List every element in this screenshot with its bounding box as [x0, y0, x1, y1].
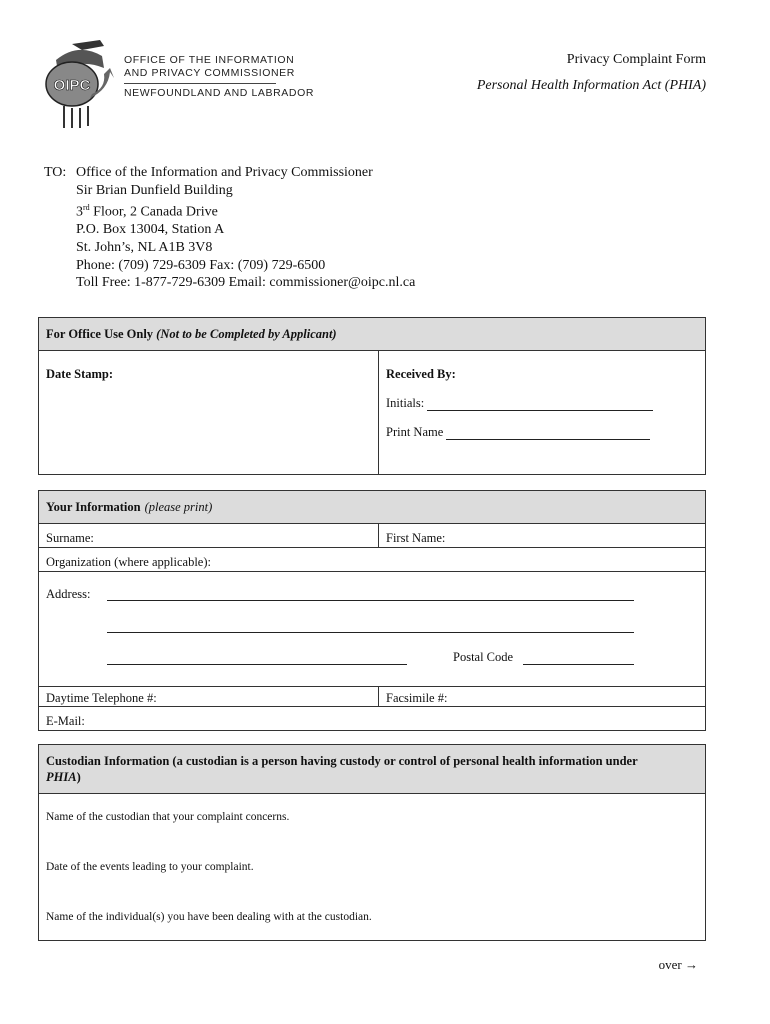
org-line-1: OFFICE OF THE INFORMATION: [124, 54, 295, 66]
surname-field[interactable]: Surname:: [39, 524, 379, 547]
individuals-dealt-with-field[interactable]: Name of the individual(s) you have been dealing with at the custodian.: [46, 911, 372, 923]
your-information-section: [38, 490, 706, 731]
address-line-7: Toll Free: 1-877-729-6309 Email: commissioner@oipc.nl.ca: [76, 275, 416, 291]
events-date-field[interactable]: Date of the events leading to your complaint.: [46, 861, 254, 873]
form-title: Privacy Complaint Form: [566, 52, 706, 67]
initials-field[interactable]: Initials:: [386, 396, 653, 411]
custodian-name-field[interactable]: Name of the custodian that your complaint concerns.: [46, 811, 290, 823]
oipc-logo: [42, 38, 114, 130]
date-stamp-label: Date Stamp:: [46, 367, 114, 381]
office-use-section: [38, 317, 706, 475]
first-name-field[interactable]: First Name:: [386, 531, 446, 545]
custodian-header: Custodian Information (a custodian is a person having custody or control of personal health information under PHIA): [39, 745, 705, 794]
organization-name: [124, 54, 314, 100]
over-page-indicator: over →: [658, 957, 698, 972]
print-name-line[interactable]: [446, 425, 650, 440]
custodian-information-section: [38, 744, 706, 941]
address-label: Address:: [46, 587, 91, 601]
postal-code-line[interactable]: [523, 664, 634, 665]
address-line-4: P.O. Box 13004, Station A: [76, 222, 225, 238]
facsimile-field[interactable]: Facsimile #:: [386, 691, 448, 705]
address-line-5: St. John’s, NL A1B 3V8: [76, 240, 213, 256]
date-stamp-area[interactable]: [39, 351, 379, 475]
initials-line[interactable]: [427, 396, 653, 411]
address-line-3: 3rd Floor, 2 Canada Drive: [76, 203, 218, 220]
address-field[interactable]: [39, 572, 705, 687]
org-line-2: AND PRIVACY COMMISSIONER: [124, 67, 295, 79]
postal-code-label: Postal Code: [453, 650, 514, 664]
print-name-field[interactable]: Print Name: [386, 425, 653, 440]
organization-field[interactable]: Organization (where applicable):: [46, 555, 211, 569]
to-label: TO:: [44, 165, 67, 180]
address-line-6: Phone: (709) 729-6309 Fax: (709) 729-6500: [76, 257, 326, 273]
received-by-label: Received By:: [386, 367, 456, 381]
address-line-b[interactable]: [107, 632, 634, 633]
email-field[interactable]: E-Mail:: [46, 714, 85, 728]
daytime-telephone-field[interactable]: Daytime Telephone #:: [39, 687, 379, 706]
address-line-1: Office of the Information and Privacy Commissioner: [76, 165, 373, 180]
received-by-area: [379, 351, 660, 475]
address-line-2: Sir Brian Dunfield Building: [76, 182, 233, 198]
address-line-c[interactable]: [107, 664, 407, 665]
address-line-a[interactable]: [107, 600, 634, 601]
org-divider: [124, 83, 276, 84]
office-use-header: For Office Use Only (Not to be Completed by Applicant): [39, 318, 705, 351]
svg-text:OIPC: OIPC: [53, 77, 91, 94]
form-subtitle: Personal Health Information Act (PHIA): [476, 78, 706, 93]
org-line-3: NEWFOUNDLAND AND LABRADOR: [124, 87, 315, 99]
your-information-header: Your Information (please print): [39, 491, 705, 524]
